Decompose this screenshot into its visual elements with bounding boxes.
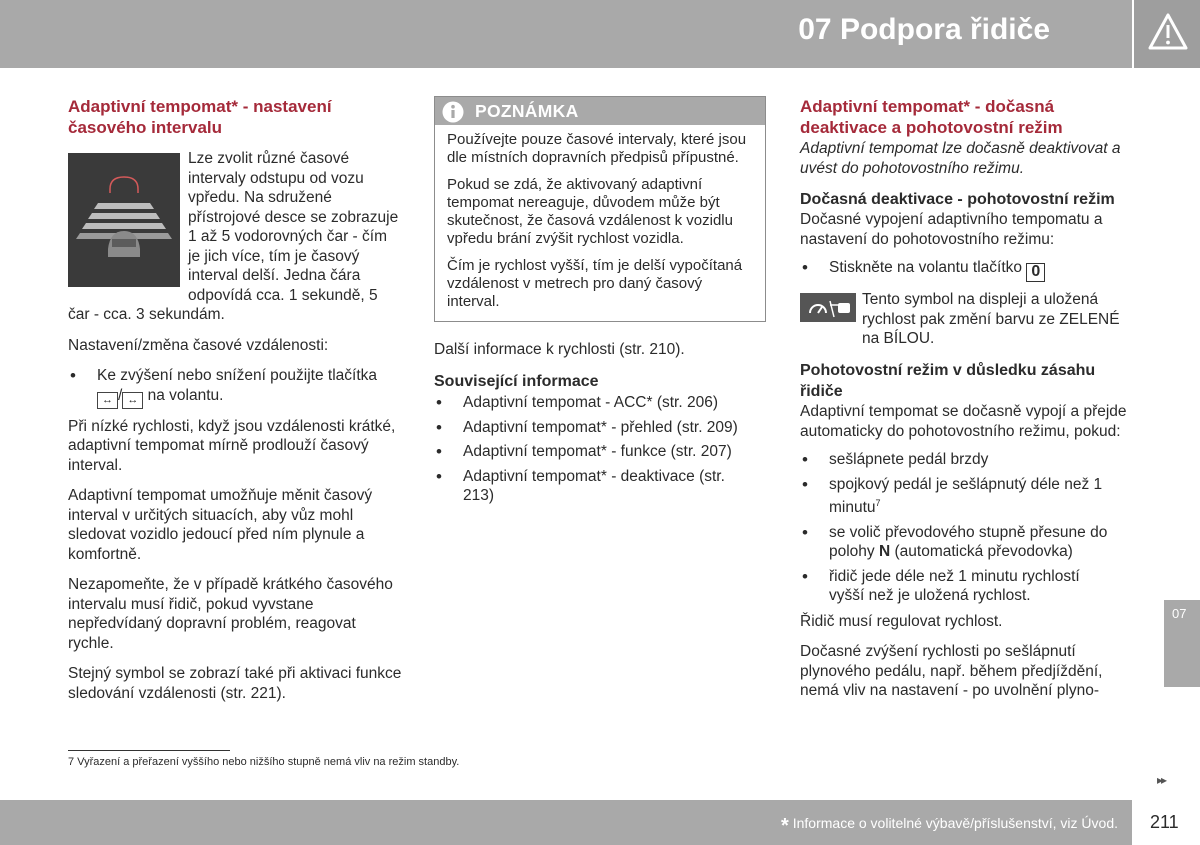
footnote-ref: 7 (875, 498, 881, 508)
page-number: 211 (1150, 812, 1179, 832)
distance-decrease-button: ↔ (97, 392, 118, 409)
continue-arrows-icon: ▸▸ (1157, 773, 1166, 787)
symbol-description: Tento symbol na displeji a uložená rychlost pak změní barvu ze ZELENÉ na BÍLOU. (862, 291, 1120, 347)
page-header (0, 0, 1132, 68)
cruise-standby-icon (800, 293, 856, 322)
paragraph: Při nízké rychlosti, když jsou vzdálenosti krátké, adaptivní tempomat mírně prodlouží časový interval. (68, 417, 396, 474)
list-item: • řidič jede déle než 1 minutu rychlostí vyšší než je uložená rychlost. (800, 567, 1135, 606)
chapter-tab[interactable] (1164, 600, 1200, 687)
section-heading: Adaptivní tempomat* - nastavení časového intervalu (68, 97, 332, 137)
asterisk: * (781, 815, 789, 837)
paragraph: Nezapomeňte, že v případě krátkého časového intervalu musí řidič, pokud vyvstane nepředvídaný dopravní problém, reagovat rychle. (68, 576, 393, 652)
related-title: Související informace (434, 373, 599, 391)
footer-note: * Informace o volitelné výbavě/příslušenství, viz Úvod. (781, 815, 1118, 837)
subheading: Pohotovostní režim v důsledku zásahu řidiče (800, 362, 1096, 400)
note-header (435, 97, 765, 125)
related-link[interactable]: • Adaptivní tempomat* - přehled (str. 209) (434, 418, 766, 438)
list-item: • Stiskněte na volantu tlačítko 0 (800, 258, 1135, 282)
paragraph: Dočasné zvýšení rychlosti po sešlápnutí plynového pedálu, např. během předjíždění, nemá vliv na nastavení - po uvolnění plyno- (800, 643, 1103, 700)
paragraph: Adaptivní tempomat umožňuje měnit časový interval v určitých situacích, aby vůz mohl sledovat vozidlo jedoucí před ním plynule a komfortně. (68, 487, 373, 563)
note-box (434, 96, 766, 322)
paragraph: Adaptivní tempomat se dočasně vypojí a přejde automaticky do pohotovostního režimu, pokud: (800, 403, 1127, 440)
footnote-divider (68, 750, 230, 751)
paragraph: Dočasné vypojení adaptivního tempomatu a nastavení do pohotovostního režimu: (800, 211, 1103, 248)
list-item: • sešlápnete pedál brzdy (800, 450, 1135, 470)
note-paragraph: Používejte pouze časové intervaly, které jsou dle místních dopravních předpisů přípustné. (447, 131, 747, 167)
subheading: Dočasná deaktivace - pohotovostní režim (800, 191, 1115, 208)
related-link[interactable]: • Adaptivní tempomat - ACC* (str. 206) (434, 393, 766, 413)
list-item: • se volič převodového stupně přesune do polohy N (automatická převodovka) (800, 523, 1135, 562)
related-link[interactable]: • Adaptivní tempomat* - deaktivace (str. 213) (434, 467, 766, 506)
lead-paragraph: Adaptivní tempomat lze dočasně deaktivovat a uvést do pohotovostního režimu. (800, 140, 1121, 177)
distance-increase-button: ↔ (122, 392, 143, 409)
key-separator: / (118, 386, 123, 404)
right-column (800, 96, 1135, 701)
footnote: 7 Vyřazení a přeřazení vyššího nebo nižšího stupně nemá vliv na režim standby. (68, 756, 460, 768)
note-paragraph: Pokud se zdá, že aktivovaný adaptivní tempomat nereaguje, důvodem může být skutečnost, že časová vzdálenost k vozidlu vpředu brání zvýšit rychlost vozidla. (447, 175, 733, 248)
display-illustration (68, 153, 180, 287)
warning-box (1132, 0, 1200, 68)
section-heading: Adaptivní tempomat* - dočasná deaktivace a pohotovostní režim (800, 97, 1063, 137)
left-column (68, 96, 402, 703)
related-link[interactable]: • Adaptivní tempomat* - funkce (str. 207) (434, 442, 766, 462)
paragraph: Řidič musí regulovat rychlost. (800, 612, 1003, 630)
page-footer (0, 800, 1132, 845)
warning-triangle-icon (1147, 12, 1189, 52)
note-paragraph: Čím je rychlost vyšší, tím je delší vypočítaná vzdálenost v metrech pro daný časový interval. (447, 256, 743, 311)
note-title: POZNÁMKA (475, 101, 579, 121)
paragraph: Stejný symbol se zobrazí také při aktivaci funkce sledování vzdálenosti (str. 221). (68, 665, 402, 702)
page-number-box (1132, 800, 1200, 845)
chapter-title: 07 Podpora řidiče (798, 13, 1050, 46)
chapter-tab-label: 07 (1172, 606, 1187, 621)
list-item: • Ke zvýšení nebo snížení použijte tlačítka ↔ / ↔ na volantu. (68, 366, 402, 409)
info-icon (441, 100, 465, 124)
symbol-row (800, 290, 1135, 348)
zero-button: 0 (1026, 263, 1045, 282)
intro-paragraph: Lze zvolit různé časové intervaly odstupu od vozu vpředu. Na sdružené přístrojové desce se zobrazuje 1 až 5 vodorovných čar - čím je jich více, tím je časový interval delší. Jedna čára odpovídá cca. 1 sekundě, 5 čar - cca. 3 sekundám. (68, 150, 399, 323)
list-item: • spojkový pedál je sešlápnutý déle než 1 minutu$^7$ (800, 475, 1135, 518)
setting-label: Nastavení/změna časové vzdálenosti: (68, 336, 329, 354)
more-info: Další informace k rychlosti (str. 210). (434, 340, 685, 358)
middle-column (434, 96, 766, 506)
